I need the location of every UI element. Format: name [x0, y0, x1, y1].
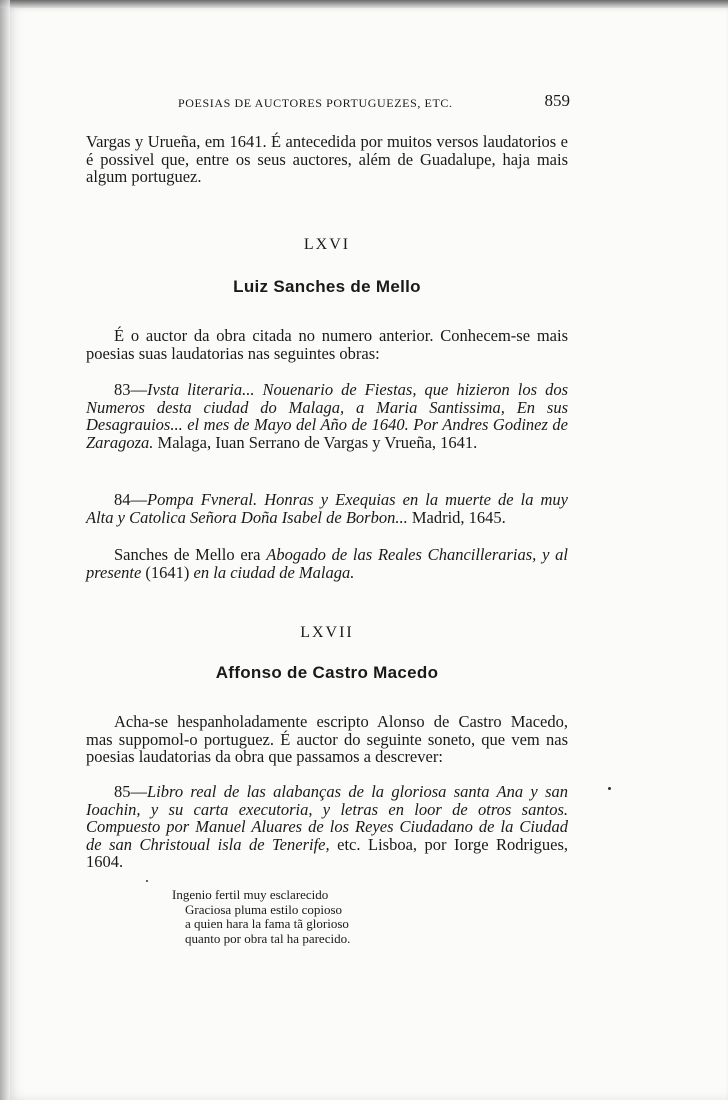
- section-lxvii-intro: Acha-se hespanholadamente escripto Alonso de Castro Macedo, mas suppomol-o portuguez. É auctor do seguinte soneto, que vem nas poesias laudatorias da obra que passamos a descrever:: [86, 712, 568, 766]
- entry-84-imprint: Madrid, 1645.: [407, 507, 506, 527]
- sonnet-line: a quien hara la fama tã glorioso: [185, 916, 349, 931]
- note-middle: (1641): [141, 562, 194, 582]
- scan-speck: [608, 787, 611, 790]
- sonnet-line: Ingenio fertil muy esclarecido: [172, 887, 329, 902]
- entry-84: [86, 491, 568, 526]
- section-lxvi-note: [86, 546, 568, 581]
- page-number: 859: [544, 91, 570, 110]
- entry-83-number: 83—: [114, 380, 147, 399]
- entry-84-number: 84—: [114, 490, 147, 509]
- entry-83-title: Ivsta literaria... Nouenario de Fiestas, que hizieron los dos Numeros desta ciudad do Malaga, a Maria Santissima, En sus Desagrauios... el mes de Mayo del Año de 1640. Por Andres Godinez de Zaragoza.: [86, 380, 568, 452]
- intro-paragraph: Vargas y Urueña, em 1641. É antecedida por muitos versos laudatorios e é possivel que, entre os seus auctores, além de Guadalupe, haja mais algum portuguez.: [86, 132, 568, 186]
- sonnet-line: Graciosa pluma estilo copioso: [185, 901, 343, 917]
- scan-speck: [146, 880, 148, 882]
- entry-85-imprint: etc. Lisboa, por Iorge Rodrigues, 1604.: [86, 834, 568, 871]
- entry-85-title: Libro real de las alabanças de la gloriosa santa Ana y san Ioachin, y su carta executoria, y letras en loor de otros santos. Compuesto por Manuel Aluares de los Reyes Ciudadano de la Ciudad de san Christoual isla de Tenerife,: [86, 782, 568, 854]
- scan-shadow-top: [0, 0, 728, 8]
- section-title-lxvi: Luiz Sanches de Mello: [233, 277, 421, 296]
- note-italic-2: en la ciudad de Malaga.: [193, 562, 355, 582]
- section-number-lxvi: LXVI: [303, 236, 351, 253]
- entry-85-number: 85—: [114, 782, 147, 801]
- section-number-lxvii: LXVII: [300, 624, 354, 641]
- running-head: POESIAS DE AUCTORES PORTUGUEZES, ETC.: [178, 96, 453, 110]
- sonnet-excerpt: [172, 888, 350, 946]
- sonnet-line: quanto por obra tal ha parecido.: [185, 930, 351, 946]
- note-lead: Sanches de Mello era: [114, 545, 267, 564]
- entry-85: [86, 783, 568, 871]
- section-lxvi-intro: É o auctor da obra citada no numero anterior. Conhecem-se mais poesias suas laudatorias nas seguintes obras:: [86, 326, 568, 363]
- note-italic-1: Abogado de las Reales Chancillerarias, y al presente: [86, 545, 568, 582]
- entry-83-imprint: Malaga, Iuan Serrano de Vargas y Vrueña, 1641.: [153, 432, 478, 452]
- entry-83: [86, 381, 568, 451]
- section-title-lxvii: Affonso de Castro Macedo: [215, 663, 439, 682]
- entry-84-title: Pompa Fvneral. Honras y Exequias en la muerte de la muy Alta y Catolica Señora Doña Isabel de Borbon...: [86, 490, 568, 527]
- scan-shadow-left: [0, 0, 10, 1100]
